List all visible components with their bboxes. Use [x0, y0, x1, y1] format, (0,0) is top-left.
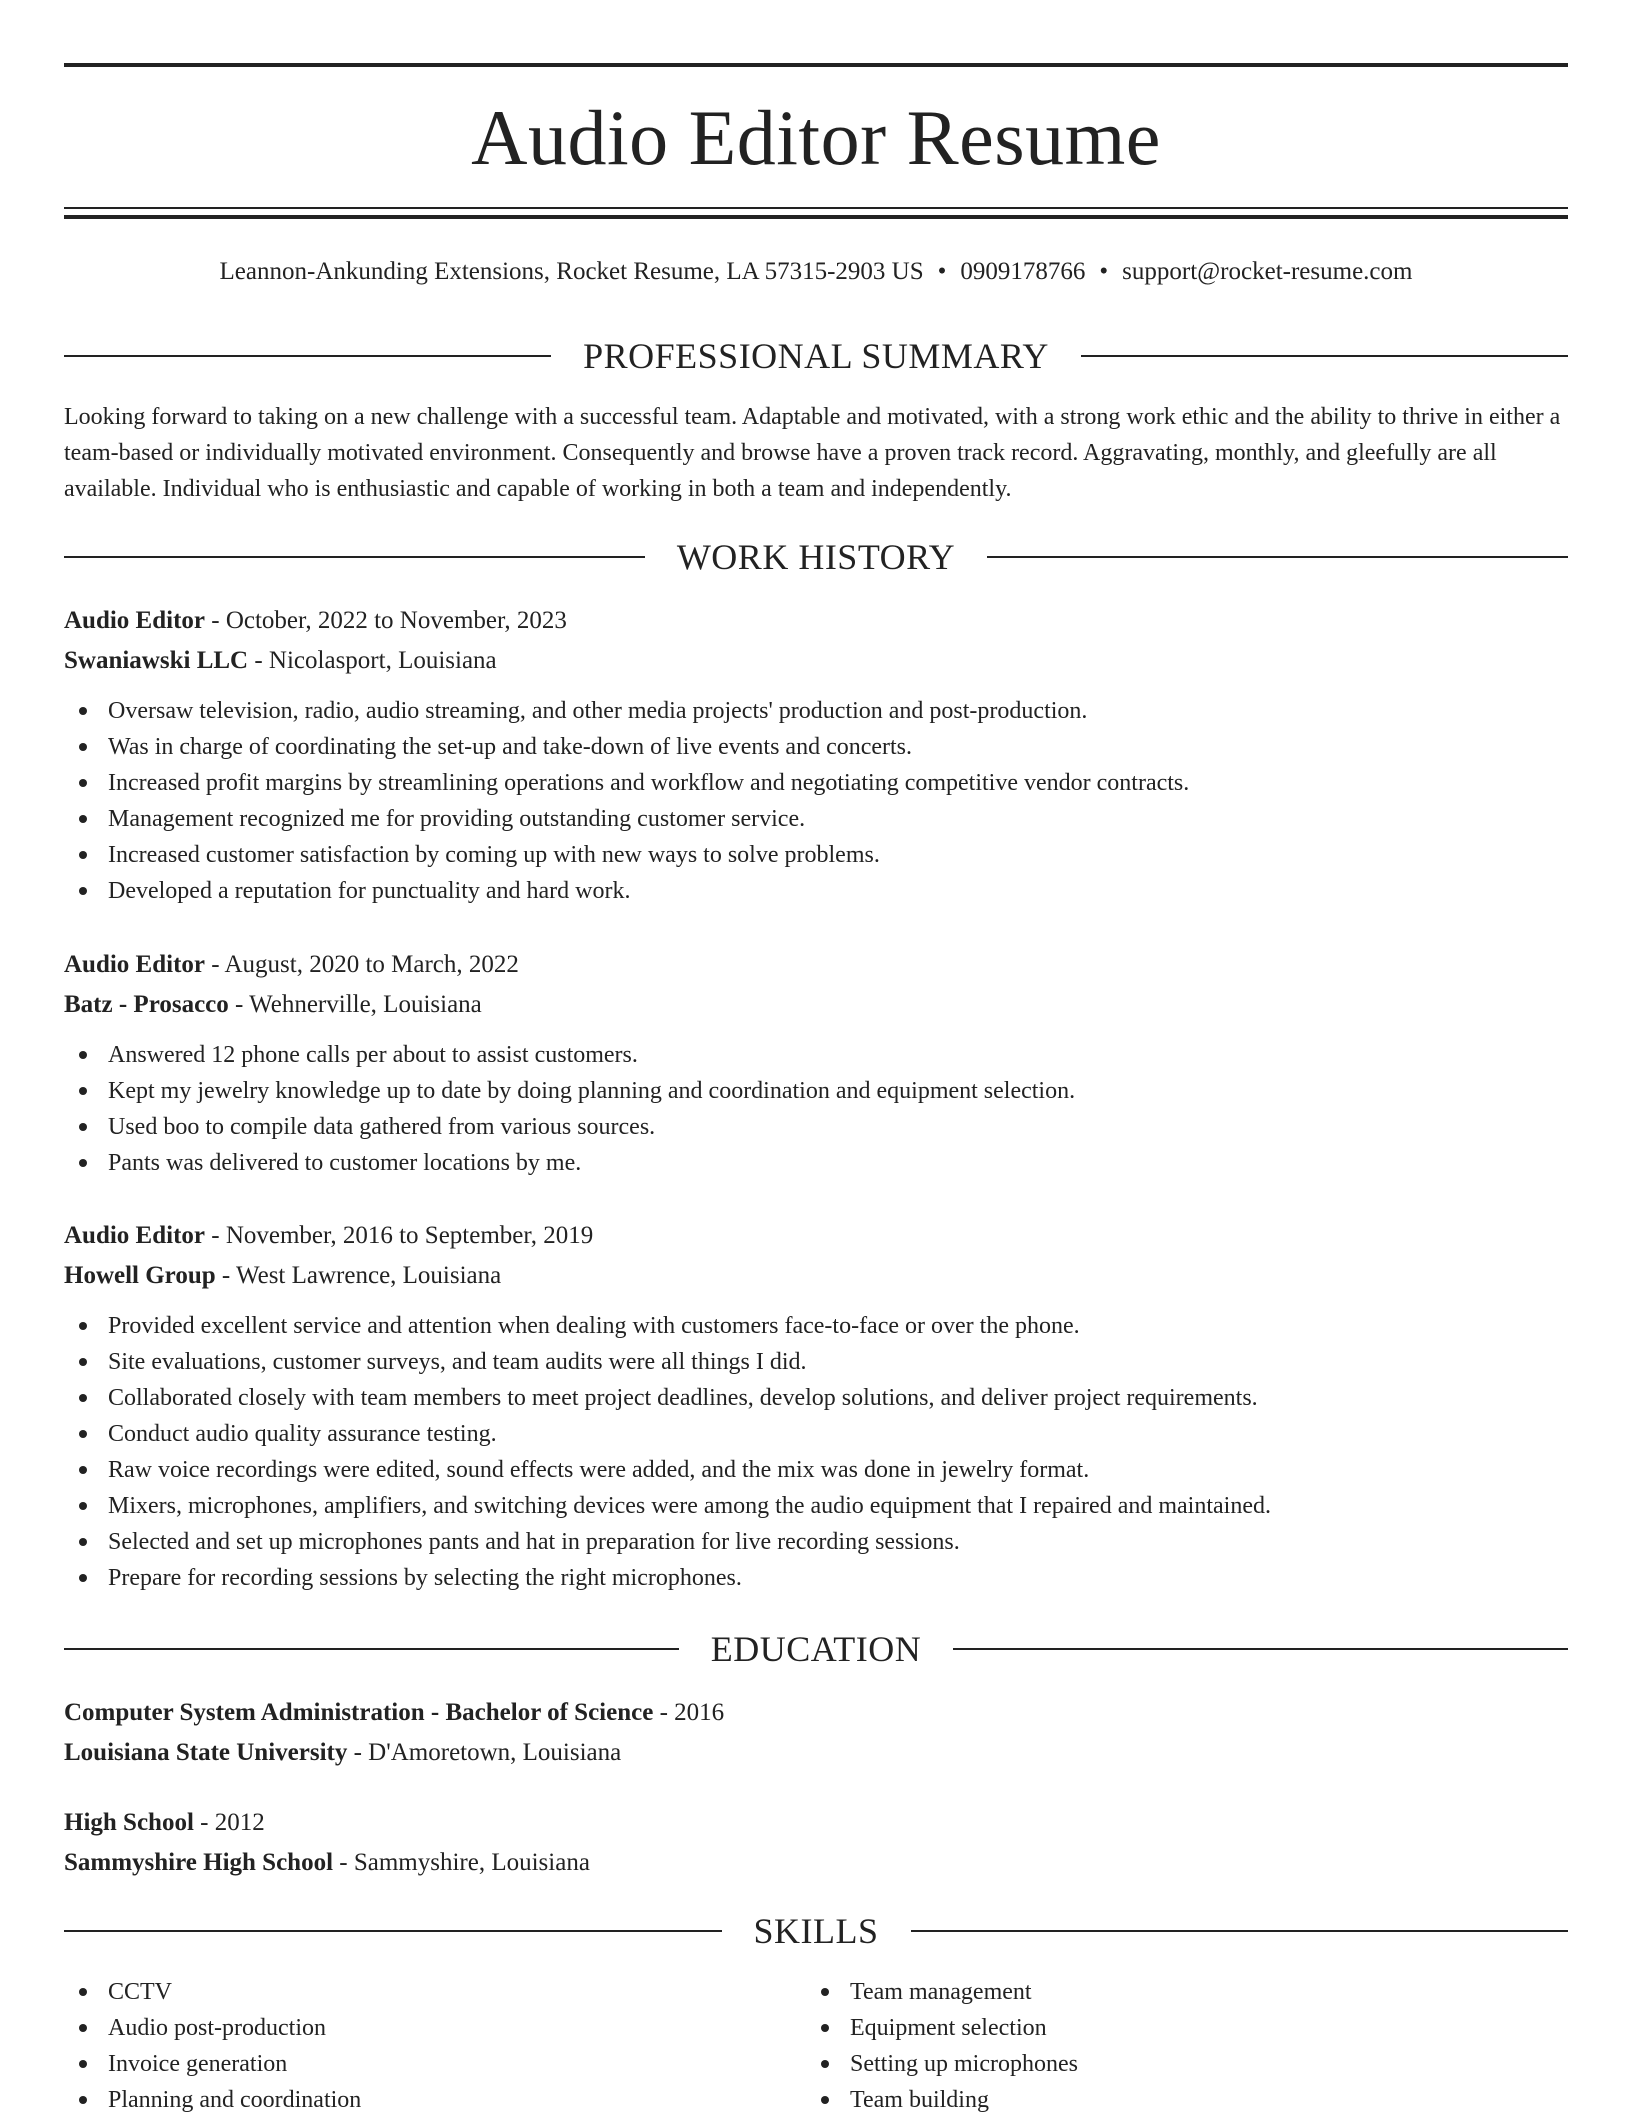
- job-company-line: [64, 641, 1568, 681]
- job-entry: [64, 1216, 1568, 1596]
- education-school-line: [64, 1843, 1568, 1883]
- skills-list-left: [64, 1974, 764, 2118]
- contact-address: Leannon-Ankunding Extensions, Rocket Resume, LA 57315-2903 US: [219, 258, 924, 285]
- job-title: Audio Editor: [64, 951, 206, 978]
- section-header-work: [64, 535, 1568, 579]
- skill-item: CCTV: [64, 1974, 764, 2010]
- skill-item: Setting up microphones: [806, 2046, 1566, 2082]
- list-item: Oversaw television, radio, audio streaming, and other media projects' production and post-production.: [64, 693, 1568, 729]
- job-bullets: [64, 1037, 1568, 1181]
- section-title: WORK HISTORY: [676, 537, 956, 577]
- section-rule: [64, 355, 551, 357]
- contact-phone: 0909178766: [960, 258, 1086, 285]
- section-rule: [64, 1648, 679, 1650]
- education-year: - 2012: [193, 1809, 265, 1836]
- job-company-line: [64, 1256, 1568, 1296]
- education-entry: [64, 1693, 1568, 1773]
- list-item: Conduct audio quality assurance testing.: [64, 1416, 1568, 1452]
- skills-list-right: [806, 1974, 1566, 2118]
- section-rule: [1081, 355, 1568, 357]
- education-school: Sammyshire High School: [64, 1849, 334, 1876]
- section-title: EDUCATION: [710, 1629, 922, 1669]
- title-rule-thin: [64, 207, 1568, 209]
- job-entry: [64, 601, 1568, 909]
- list-item: Raw voice recordings were edited, sound effects were added, and the mix was done in jewelry format.: [64, 1452, 1568, 1488]
- section-rule: [64, 1930, 722, 1932]
- summary-text: Looking forward to taking on a new challenge with a successful team. Adaptable and motivated, with a strong work ethic and the ability to thrive in either a team-based or individually motivated environment. Consequently and browse have a proven track record. Aggravating, monthly, and gleefully are all available. Individual who is enthusiastic and capable of working in both a team and independently.: [64, 404, 1561, 502]
- section-rule: [911, 1930, 1569, 1932]
- job-location: - West Lawrence, Louisiana: [215, 1262, 502, 1289]
- section-title: SKILLS: [753, 1911, 879, 1951]
- list-item: Used boo to compile data gathered from various sources.: [64, 1109, 1568, 1145]
- section-title: PROFESSIONAL SUMMARY: [583, 336, 1049, 376]
- list-item: Selected and set up microphones pants and hat in preparation for live recording sessions.: [64, 1524, 1568, 1560]
- list-item: Pants was delivered to customer locations by me.: [64, 1145, 1568, 1181]
- top-rule: [64, 63, 1568, 67]
- job-dates: - August, 2020 to March, 2022: [205, 951, 519, 978]
- skill-item: Planning and coordination: [64, 2082, 764, 2118]
- skill-item: Audio post-production: [64, 2010, 764, 2046]
- education-year: - 2016: [653, 1699, 725, 1726]
- list-item: Provided excellent service and attention when dealing with customers face-to-face or over the phone.: [64, 1308, 1568, 1344]
- list-item: Mixers, microphones, amplifiers, and switching devices were among the audio equipment that I repaired and maintained.: [64, 1488, 1568, 1524]
- section-header-education: [64, 1627, 1568, 1671]
- job-company: Batz - Prosacco: [64, 991, 229, 1018]
- education-school-line: [64, 1733, 1568, 1773]
- job-bullets: [64, 693, 1568, 909]
- title-rule-thick: [64, 215, 1568, 219]
- education-entry: [64, 1803, 1568, 1883]
- list-item: Increased customer satisfaction by coming up with new ways to solve problems.: [64, 837, 1568, 873]
- list-item: Developed a reputation for punctuality and hard work.: [64, 873, 1568, 909]
- list-item: Kept my jewelry knowledge up to date by doing planning and coordination and equipment selection.: [64, 1073, 1568, 1109]
- section-rule: [64, 556, 645, 558]
- contact-separator: •: [1099, 258, 1109, 285]
- section-header-summary: [64, 334, 1568, 378]
- job-title: Audio Editor: [64, 607, 206, 634]
- education-school: Louisiana State University: [64, 1739, 348, 1766]
- list-item: Collaborated closely with team members to meet project deadlines, develop solutions, and deliver project requirements.: [64, 1380, 1568, 1416]
- list-item: Increased profit margins by streamlining operations and workflow and negotiating competitive vendor contracts.: [64, 765, 1568, 801]
- skill-item: Team management: [806, 1974, 1566, 2010]
- job-heading: [64, 945, 1568, 985]
- job-location: - Nicolasport, Louisiana: [248, 647, 497, 674]
- education-heading: [64, 1803, 1568, 1843]
- job-company: Howell Group: [64, 1262, 216, 1289]
- job-location: - Wehnerville, Louisiana: [228, 991, 482, 1018]
- contact-separator: •: [937, 258, 947, 285]
- section-header-skills: [64, 1909, 1568, 1953]
- list-item: Prepare for recording sessions by selecting the right microphones.: [64, 1560, 1568, 1596]
- job-title: Audio Editor: [64, 1222, 206, 1249]
- page-title: Audio Editor Resume: [471, 94, 1161, 181]
- skill-item: Invoice generation: [64, 2046, 764, 2082]
- education-location: - D'Amoretown, Louisiana: [347, 1739, 622, 1766]
- skill-item: Equipment selection: [806, 2010, 1566, 2046]
- job-heading: [64, 1216, 1568, 1256]
- skill-item: Team building: [806, 2082, 1566, 2118]
- education-degree: Computer System Administration - Bachelor of Science: [64, 1699, 654, 1726]
- job-bullets: [64, 1308, 1568, 1596]
- education-heading: [64, 1693, 1568, 1733]
- section-rule: [953, 1648, 1568, 1650]
- job-dates: - November, 2016 to September, 2019: [205, 1222, 594, 1249]
- job-dates: - October, 2022 to November, 2023: [205, 607, 567, 634]
- job-entry: [64, 945, 1568, 1181]
- contact-email: support@rocket-resume.com: [1122, 258, 1413, 285]
- education-location: - Sammyshire, Louisiana: [333, 1849, 590, 1876]
- list-item: Was in charge of coordinating the set-up and take-down of live events and concerts.: [64, 729, 1568, 765]
- list-item: Answered 12 phone calls per about to assist customers.: [64, 1037, 1568, 1073]
- section-rule: [987, 556, 1568, 558]
- job-heading: [64, 601, 1568, 641]
- contact-line: [64, 252, 1568, 292]
- job-company: Swaniawski LLC: [64, 647, 249, 674]
- list-item: Management recognized me for providing outstanding customer service.: [64, 801, 1568, 837]
- list-item: Site evaluations, customer surveys, and team audits were all things I did.: [64, 1344, 1568, 1380]
- education-degree: High School: [64, 1809, 194, 1836]
- job-company-line: [64, 985, 1568, 1025]
